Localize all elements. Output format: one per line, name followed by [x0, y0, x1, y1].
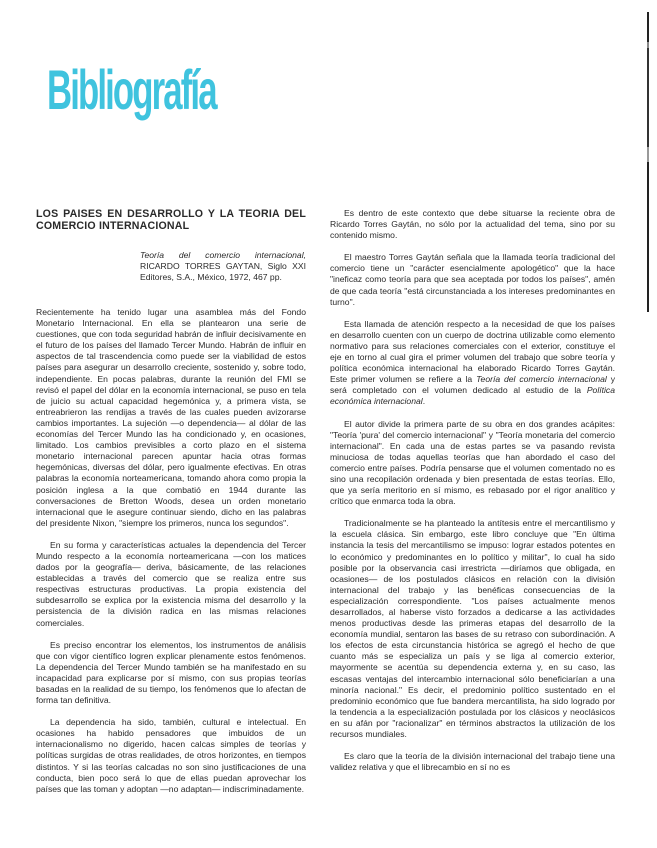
- book-details: RICARDO TORRES GAYTAN, Siglo XXI Editores, S.A., México, 1972, 467 pp.: [140, 261, 306, 282]
- paragraph: [330, 319, 615, 408]
- page-title: Bibliografía: [47, 58, 216, 121]
- paragraph: Tradicionalmente se ha planteado la antítesis entre el mercantilismo y la escuela clásica. Sin embargo, este libro concluye que "En última instancia la tesis del mercantilismo se impuso: lograr estados potentes en lo económico y predominantes en lo político y militar", lo cual ha sido posible por la observancia casi irrestricta —diríamos que obligada, en ocasiones— de los postulados clásicos en relación con la división internacional del trabajo y las benéficas consecuencias de la especialización correspondiente. "Los países actualmente menos desarrollados, al haberse visto forzados a dedicarse a las actividades menos productivas desde las primeras etapas del desarrollo de la economía mundial, sentaron las bases de su retraso con subordinación. A los efectos de esta circunstancia histórica se agregó el hecho de que cuanto más se especializa un país y se liga al comercio exterior, mayormente se acentúa su dependencia externa y, en su caso, las escasas ventajas del intercambio internacional sólo beneficiarían a una minoría nacional." Es decir, el predominio político sustentado en el predominio económico que fue bandera mercantilista, ha sido logrado por la tendencia a la especialización postulada por los clásicos y neoclásicos en su afán por "racionalizar" en términos abstractos la utilización de los recursos mundiales.: [330, 518, 615, 740]
- paragraph: Recientemente ha tenido lugar una asamblea más del Fondo Monetario Internacional. En ella se plantearon una serie de cuestiones, que con toda seguridad habrán de influir decisivamente en el futuro de los países del llamado Tercer Mundo. Habrán de influir en aspectos de tal trascendencia como puede ser la viabilidad de estos países para asegurar un desarrollo creciente, sostenido y, sobre todo, independiente. En pocas palabras, durante la reunión del FMI se revisó el papel del dólar en la economía internacional, se puso en tela de juicio su actual capacidad hegemónica y, a primera vista, se entreabrieron las rendijas a través de las cuales pueden avizorarse cambios importantes. La sujeción —o dependencia— al dólar de las economías del Tercer Mundo las ha condicionado y, en ocasiones, limitado. Los cambios previsibles a corto plazo en el sistema monetario internacional parecen apuntar hacia otras formas hegemónicas, diversas del dólar, pero igualmente efectivas. En otras palabras la economía norteamericana, tomando ahora como propia la posición inglesa a la que combatió en 1944 durante las conversaciones de Bretton Woods, desea un orden monetario internacional que le asegure continuar siendo, dicho en las palabras del presidente Nixon, "siempre los primeros, nunca los segundos".: [36, 307, 306, 528]
- paragraph: La dependencia ha sido, también, cultural e intelectual. En ocasiones ha habido pensadores que imbuidos de un internacionalismo no digerido, hacen calcas simples de teorías y políticas surgidas de otras realidades, de otros horizontes, en tiempos distintos. Y si las teorías calcadas no son sino justificaciones de una conducta, bien poco será lo que de ellas puedan aprovechar los países que las toman y adoptan —no adaptan— indiscriminadamente.: [36, 717, 306, 794]
- paragraph: En su forma y características actuales la dependencia del Tercer Mundo respecto a la economía norteamericana —con los matices dados por la geografía— deriva, básicamente, de las relaciones establecidas a través del comercio que se realiza entre sus respectivas estructuras productivas. La propia existencia del subdesarrollo se explica por la existencia misma del desarrollo y la persistencia de la división radica en las mismas relaciones comerciales.: [36, 539, 306, 628]
- book-title-reference: Teoría del comercio internacional: [476, 374, 607, 385]
- paragraph: El autor divide la primera parte de su obra en dos grandes acápites: "Teoría 'pura' del comercio internacional" y "Teoría monetaria del comercio internacional". En cada una de estas partes se va pasando revista minuciosa de todas aquellas teorías que han abordado el caso del comercio entre países. Podría pensarse que el volumen comentado no es sino una recopilación ordenada y bien presentada de estas teorías. Ello, que ya sería meritorio en sí mismo, es rebasado por el rigor analítico y crítico que enmarca toda la obra.: [330, 418, 615, 507]
- article-heading: LOS PAISES EN DESARROLLO Y LA TEORIA DEL COMERCIO INTERNACIONAL: [36, 208, 306, 232]
- book-title: Teoría del comercio internacional,: [140, 250, 306, 260]
- paragraph: Es preciso encontrar los elementos, los instrumentos de análisis que con vigor científico logren explicar plenamente estos fenómenos. La dependencia del Tercer Mundo también se ha manifestado en su incapacidad para explicarse por sí mismo, con sus propias teorías basadas en la realidad de su tiempo, los fenómenos que lo afectan de forma tan definitiva.: [36, 639, 306, 706]
- paragraph: Es dentro de este contexto que debe situarse la reciente obra de Ricardo Torres Gaytán, no sólo por la actualidad del tema, sino por su contenido mismo.: [330, 208, 615, 241]
- book-title-reference: Política económica internacional: [330, 385, 615, 407]
- paragraph: El maestro Torres Gaytán señala que la llamada teoría tradicional del comercio tiene un "carácter esencialmente apologético" que la hace "ineficaz como teoría para que sea aceptada por todos los países", amén de que cada teoría "está circunstanciada a los intereses predominantes en turno".: [330, 252, 615, 307]
- paragraph-text: .: [422, 396, 426, 407]
- book-citation: [140, 250, 306, 283]
- right-column: [330, 208, 615, 784]
- scan-edge-mark: [647, 12, 649, 312]
- paragraph-text: y será completado con el volumen dedicado al estudio de la: [330, 374, 616, 396]
- left-column: [36, 208, 306, 806]
- paragraph: Es claro que la teoría de la división internacional del trabajo tiene una validez relativa y que el librecambio en sí no es: [330, 751, 615, 773]
- paragraph-text: Esta llamada de atención respecto a la necesidad de que los países en desarrollo cuenten con un cuerpo de doctrina utilizable como elemento normativo para sus relaciones comerciales con el exterior, constituye el eje en torno al cual gira el primer volumen del trabajo que sobre teoría y política económica internacional ha elaborado Ricardo Torres Gaytán. Este primer volumen se refiere a la: [330, 318, 615, 385]
